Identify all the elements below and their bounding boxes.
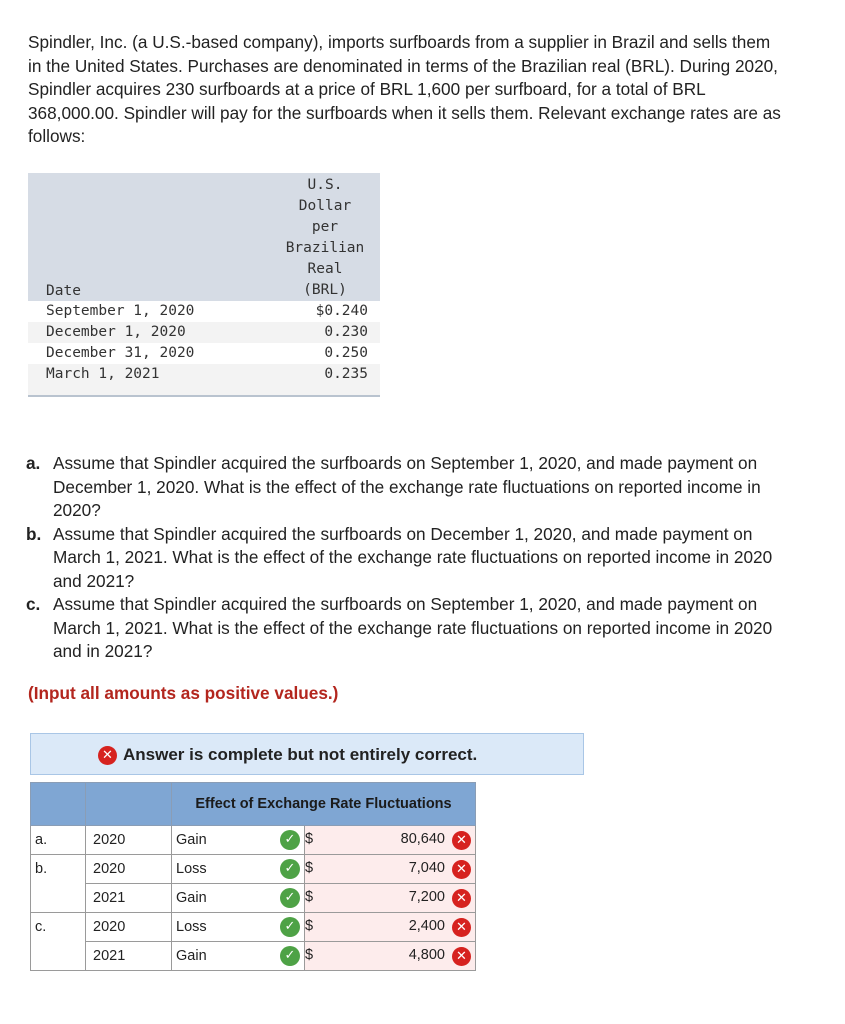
amount-value: 7,040 [408,860,445,876]
check-circle-icon: ✓ [280,830,300,850]
year-cell: 2020 [86,913,172,942]
table-footer-rule [28,385,380,396]
part-label: a. [31,826,86,855]
answer-row [31,913,476,942]
question-letter: c. [26,594,41,614]
question-letter: b. [26,523,42,544]
dollar-sign: $ [305,831,314,847]
gain-loss-value: Loss [176,861,207,877]
year-cell: 2021 [86,942,172,971]
part-label [31,942,86,971]
amount-input[interactable] [305,942,476,971]
answer-table-header [31,783,476,826]
amount-input[interactable] [305,826,476,855]
gain-loss-value: Gain [176,832,207,848]
gain-loss-value: Gain [176,948,207,964]
amount-value: 80,640 [400,831,445,847]
x-circle-icon: ✕ [452,831,471,850]
answer-status-text: Answer is complete but not entirely correct. [123,745,478,764]
answer-status-banner [30,733,584,775]
rate-row [28,364,380,385]
year-cell: 2020 [86,826,172,855]
rate-value: $0.240 [270,301,380,322]
x-circle-icon: ✕ [452,918,471,937]
rate-date: December 31, 2020 [28,343,270,364]
check-circle-icon: ✓ [280,946,300,966]
question-c [26,593,786,664]
answer-table [30,782,476,971]
rate-value: 0.250 [270,343,380,364]
question-text: Assume that Spindler acquired the surfboards on September 1, 2020, and made payment on March 1, 2021. What is the effect of the exchange rate fluctuations on reported income in 2020 and in 2021? [53,594,773,661]
x-circle-icon: ✕ [452,860,471,879]
answer-row [31,855,476,884]
dollar-sign: $ [305,860,314,876]
rate-date: December 1, 2020 [28,322,270,343]
problem-intro: Spindler, Inc. (a U.S.-based company), imports surfboards from a supplier in Brazil and sells them in the United States. Purchases are denominated in terms of the Brazilian real (BRL). During 2020, Spindler acquires 230 surfboards at a price of BRL 1,600 per surfboard, for a total of BRL 368,000.00. Spindler will pay for the surfboards when it sells them. Relevant exchange rates are as follows: [28,32,781,146]
rate-date: March 1, 2021 [28,364,270,385]
dollar-sign: $ [305,918,314,934]
rate-row [28,322,380,343]
amount-value: 4,800 [408,947,445,963]
question-text: Assume that Spindler acquired the surfboards on December 1, 2020, and made payment on March 1, 2021. What is the effect of the exchange rate fluctuations on reported income in 2020 and 2021? [53,523,773,591]
input-instruction: (Input all amounts as positive values.) [28,683,339,703]
rate-column-header: U.S. Dollar per Brazilian Real (BRL) [270,173,380,301]
rate-row [28,343,380,364]
amount-input[interactable] [305,913,476,942]
part-label: c. [31,913,86,942]
gain-loss-select[interactable] [172,855,305,884]
rate-row [28,301,380,322]
rate-table-header [28,173,380,301]
part-label: b. [31,855,86,884]
year-cell: 2020 [86,855,172,884]
year-cell: 2021 [86,884,172,913]
part-label [31,884,86,913]
gain-loss-select[interactable] [172,884,305,913]
dollar-sign: $ [305,947,314,963]
x-circle-icon: ✕ [452,947,471,966]
gain-loss-value: Loss [176,919,207,935]
gain-loss-value: Gain [176,890,207,906]
effect-header: Effect of Exchange Rate Fluctuations [172,783,476,826]
x-circle-icon: ✕ [98,746,117,765]
amount-input[interactable] [305,855,476,884]
question-letter: a. [26,453,41,473]
gain-loss-select[interactable] [172,826,305,855]
question-list [26,452,786,664]
amount-value: 2,400 [408,918,445,934]
rate-value: 0.235 [270,364,380,385]
check-circle-icon: ✓ [280,859,300,879]
rate-date: September 1, 2020 [28,301,270,322]
answer-row [31,826,476,855]
question-text: Assume that Spindler acquired the surfboards on September 1, 2020, and made payment on December 1, 2020. What is the effect of the exchange rate fluctuations on reported income in 2020? [53,453,761,520]
gain-loss-select[interactable] [172,942,305,971]
dollar-sign: $ [305,889,314,905]
check-circle-icon: ✓ [280,917,300,937]
date-column-header: Date [28,173,270,301]
gain-loss-select[interactable] [172,913,305,942]
rate-value: 0.230 [270,322,380,343]
question-a [26,452,786,523]
exchange-rate-table [28,173,380,397]
answer-row [31,942,476,971]
check-circle-icon: ✓ [280,888,300,908]
amount-input[interactable] [305,884,476,913]
question-b [26,523,786,594]
x-circle-icon: ✕ [452,889,471,908]
amount-value: 7,200 [408,889,445,905]
answer-row [31,884,476,913]
